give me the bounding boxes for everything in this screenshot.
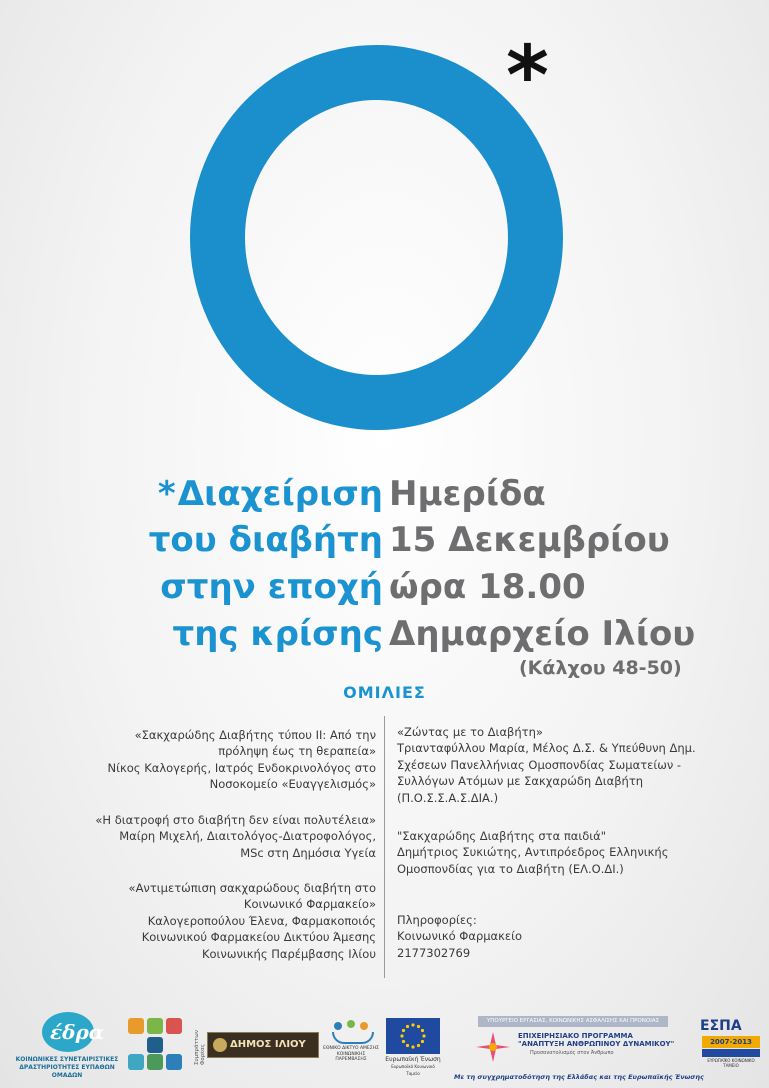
program-title [518,1032,675,1048]
info-label: Πληροφορίες: [397,913,477,927]
talk-block-left-3 [46,880,376,962]
tile-teal [128,1054,144,1070]
title-line-1 [157,474,383,514]
network-caption: ΕΘΝΙΚΟ ΔΙΚΤΥΟ ΑΜΕΣΗΣ ΚΟΙΝΩΝΙΚΗΣ ΠΑΡΕΜΒΑΣΗΣ [323,1046,379,1062]
eu-caption [384,1056,442,1077]
dimos-iliou-logo [207,1032,319,1058]
compass-icon [476,1032,510,1062]
program-tiles-logo [126,1016,186,1072]
network-person-icon [347,1020,355,1028]
talk-line: «Αντιμετώπιση σακχαρώδους διαβήτη στο [128,881,376,895]
title-line-4: της κρίσης [172,614,383,654]
column-divider [384,716,385,978]
talk-line: (Π.Ο.Σ.Σ.Α.Σ.ΔΙΑ.) [397,790,499,805]
espa-logo [690,1018,760,1070]
network-person-icon [334,1022,342,1030]
event-time: ώρα 18.00 [389,567,586,607]
tile-orange [128,1018,144,1034]
talk-line: Ομοσπονδίας για το Διαβήτη (ΕΛ.Ο.ΔΙ.) [397,861,624,876]
edra-wordmark: έδρα [50,1020,105,1044]
eu-caption-title: Ευρωπαϊκή Ένωση [385,1056,441,1063]
talk-line: Κοινωνικής Παρέμβασης Ιλίου [201,946,376,961]
talk-block-left-2 [46,812,376,861]
municipality-emblem-icon [213,1038,227,1052]
espa-years: 2007-2013 [702,1036,760,1048]
info-block [397,912,747,961]
title-line-3: στην εποχή [160,567,383,607]
talk-line: «Η διατροφή στο διαβήτη δεν είναι πολυτέλεια» [95,813,376,827]
dimos-iliou-text: ΔΗΜΟΣ ΙΛΙΟΥ [230,1039,306,1050]
talk-line: "Σακχαρώδης Διαβήτης στα παιδιά" [397,829,607,843]
ministry-banner: ΥΠΟΥΡΓΕΙΟ ΕΡΓΑΣΙΑΣ, ΚΟΙΝΩΝΙΚΗΣ ΑΣΦΑΛΙΣΗΣ ΚΑΙ ΠΡΟΝΟΙΑΣ [478,1016,668,1027]
eu-caption-sub: Ευρωπαϊκό Κοινωνικό Ταμείο [391,1064,435,1076]
info-phone: 2177302769 [397,945,471,960]
info-organization: Κοινωνικό Φαρμακείο [397,929,523,944]
title-text-1: Διαχείριση [177,474,383,514]
title-line-2: του διαβήτη [148,520,383,560]
talks-heading: ΟΜΙΛΙΕΣ [343,683,426,702]
tile-center [147,1037,163,1053]
program-subtitle: Προσανατολισμός στον Άνθρωπο [530,1050,614,1056]
talk-line: Νοσοκομείο «Ευαγγελισμός» [209,777,376,792]
network-person-icon [360,1022,368,1030]
talk-block-right-2 [397,828,747,877]
talk-line: Συλλόγων Ατόμων με Σακχαρώδη Διαβήτη [397,774,644,789]
program-title-line-1: ΕΠΙΧΕΙΡΗΣΙΑΚΟ ΠΡΟΓΡΑΜΜΑ [518,1032,633,1040]
event-type: Ημερίδα [389,474,546,514]
tile-dark-green [147,1054,163,1070]
tile-blue [166,1054,182,1070]
talk-block-left-1 [46,727,376,793]
espa-wordmark: ΕΣΠΑ [700,1018,742,1034]
tile-red [166,1018,182,1034]
talk-line: Κοινωνικού Φαρμακείου Δικτύου Άμεσης [141,930,376,945]
talk-line: Δημήτριος Συκιώτης, Αντιπρόεδρος Ελληνικής [397,845,669,860]
talk-line: Μαίρη Μιχελή, Διαιτολόγος-Διατροφολόγος, [119,829,376,844]
talk-line: Κοινωνικό Φαρμακείο» [243,897,376,912]
talk-line: Καλογεροπούλου Έλενα, Φαρμακοποιός [147,913,376,928]
asterisk-mark: * [506,29,549,124]
social-network-logo [322,1018,380,1070]
talk-block-right-1 [397,724,747,806]
cofunding-statement: Με τη συγχρηματοδότηση της Ελλάδας και της Ευρωπαϊκής Ένωσης [454,1073,704,1081]
network-arc-icon [332,1032,374,1044]
edra-logo [12,1012,122,1079]
talk-line: «Ζώντας με το Διαβήτη» [397,725,543,739]
program-title-line-2: "ΑΝΑΠΤΥΞΗ ΑΝΘΡΩΠΙΝΟΥ ΔΥΝΑΜΙΚΟΥ" [518,1040,675,1048]
talk-line: «Σακχαρώδης Διαβήτης τύπου ΙΙ: Από την [134,728,376,742]
event-venue: Δημαρχείο Ιλίου [389,614,696,654]
talk-line: Νίκος Καλογερής, Ιατρός Ενδοκρινολόγος στο [107,760,376,775]
talk-line: MSc στη Δημόσια Υγεία [240,845,376,860]
espa-bar [702,1049,760,1057]
eu-logo [384,1018,442,1074]
eu-stars-icon [386,1018,440,1054]
event-address: (Κάλχου 48-50) [519,657,682,679]
talk-line: Τριανταφύλλου Μαρία, Μέλος Δ.Σ. & Υπεύθυνη Δημ. [397,741,696,756]
epanad-logo [448,1016,675,1076]
edra-caption: ΚΟΙΝΩΝΙΚΕΣ ΣΥΝΕΤΑΙΡΙΣΤΙΚΕΣ ΔΡΑΣΤΗΡΙΟΤΗΤΕΣ ΕΥΠΑΘΩΝ ΟΜΑΔΩΝ [15,1056,119,1079]
tile-green [147,1018,163,1034]
espa-caption: ΕΥΡΩΠΑΪΚΟ ΚΟΙΝΩΝΙΚΟ ΤΑΜΕΙΟ [707,1058,755,1068]
eu-flag-icon [386,1018,440,1054]
talk-line: Σχέσεων Πανελλήνιας Ομοσπονδίας Σωματείων - [397,757,682,772]
sponsor-label: Συμπράττων Φορέας [194,1030,206,1065]
title-asterisk: * [157,474,176,514]
talk-line: πρόληψη έως τη θεραπεία» [218,744,376,759]
event-date: 15 Δεκεμβρίου [389,520,670,560]
